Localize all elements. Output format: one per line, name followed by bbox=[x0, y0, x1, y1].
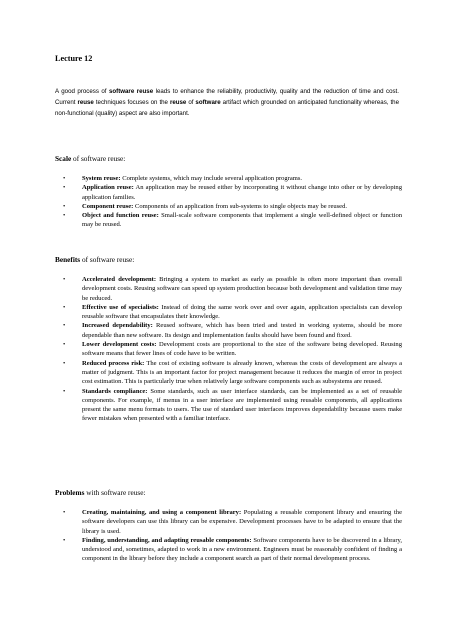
item-term: Application reuse: bbox=[82, 184, 134, 192]
intro-keyword: reuse bbox=[77, 99, 94, 107]
intro-text: A good process of bbox=[55, 88, 109, 95]
benefits-list bbox=[55, 275, 402, 424]
bullet-icon: • bbox=[63, 509, 66, 516]
item-text: An application may be reused either by incorporating it without change into other or by developing application families. bbox=[82, 184, 402, 201]
bullet-icon: • bbox=[63, 341, 66, 349]
list-item bbox=[55, 508, 402, 536]
item-text: Components of an application from sub-systems to single objects may be reused. bbox=[133, 202, 347, 210]
item-text: Instead of doing the same work over and over again, application specialists can develop reusable software that encapsulates their knowledge. bbox=[82, 303, 402, 321]
scale-list bbox=[55, 174, 402, 230]
bullet-icon: • bbox=[63, 536, 66, 544]
item-text: Reused software, which has been tried and tested in working systems, should be more dependable than new software. Its design and implementation faults should have been found and fixed. bbox=[82, 322, 402, 339]
item-term: Accelerated development: bbox=[82, 276, 157, 283]
item-term: Finding, understanding, and adapting reusable components: bbox=[82, 536, 252, 544]
item-text: Software components have to be discovered in a library, understood and, sometimes, adapted to work in a new environment. Engineers must be reasonably confident of finding a component in the library before they include a component search as part of their normal development process. bbox=[82, 536, 402, 563]
list-item bbox=[55, 275, 402, 303]
problems-heading-text: with software reuse: bbox=[84, 488, 146, 497]
list-item bbox=[55, 202, 402, 211]
intro-keyword: reuse bbox=[169, 99, 187, 107]
item-term: Reduced process risk: bbox=[82, 359, 145, 367]
list-item bbox=[55, 321, 402, 340]
bullet-icon: • bbox=[63, 175, 66, 182]
item-text: The cost of existing software is already known, whereas the costs of development are always a matter of judgment. This is an important factor for project management because it reduces the margin of error in project cost estimation. This is particularly true when relatively large software components such as subsystems are reused. bbox=[82, 359, 402, 386]
bullet-icon: • bbox=[63, 322, 66, 330]
intro-text: leads to enhance the reliability, productivity, quality and the reduction of time and cost. Current bbox=[55, 88, 399, 107]
problems-heading-bold: Problems bbox=[55, 488, 85, 497]
intro-keyword: software bbox=[195, 99, 221, 107]
item-text: Some standards, such as user interface standards, can be implemented as a set of reusable components. For example, if menus in a user interface are implemented using reusable components, all applications present the same menu formats to users. The use of standard user interfaces improves dependability because users make fewer mistakes when presented with a familiar interface. bbox=[82, 387, 402, 423]
bullet-icon: • bbox=[63, 202, 66, 210]
item-term: System reuse: bbox=[82, 175, 121, 182]
item-term: Object and function reuse: bbox=[82, 212, 159, 220]
list-item bbox=[55, 387, 402, 424]
list-item bbox=[55, 303, 402, 322]
item-term: Increased dependability: bbox=[82, 322, 153, 330]
scale-heading-text: of software reuse: bbox=[71, 154, 126, 163]
bullet-icon: • bbox=[63, 303, 66, 311]
bullet-icon: • bbox=[63, 276, 66, 283]
item-text: Development costs are proportional to the size of the software being developed. Reusing software means that fewer lines of code have to be written. bbox=[82, 341, 402, 358]
bullet-icon: • bbox=[63, 387, 66, 395]
intro-keyword: software reuse bbox=[108, 88, 154, 95]
problems-heading bbox=[55, 488, 145, 497]
item-text: Populating a reusable component library and ensuring the software developers can use this library can be expensive. Development processes have to be adapted to ensure that the library is used. bbox=[82, 509, 402, 535]
item-term: Creating, maintaining, and using a component library: bbox=[82, 509, 242, 516]
scale-heading bbox=[55, 154, 125, 163]
item-term: Effective use of specialists: bbox=[82, 303, 159, 311]
item-term: Standards compliance: bbox=[82, 387, 148, 395]
intro-text: of bbox=[186, 99, 196, 107]
problems-list bbox=[55, 508, 402, 564]
list-item bbox=[55, 211, 402, 230]
intro-paragraph bbox=[55, 86, 399, 120]
intro-text: artifact which grounded on anticipated functionality whereas, the non-functional (quality) aspect are also important. bbox=[55, 99, 399, 118]
intro-text: techniques focuses on the bbox=[93, 99, 170, 107]
list-item bbox=[55, 340, 402, 359]
benefits-heading-text: of software reuse: bbox=[80, 255, 135, 264]
list-item bbox=[55, 536, 402, 564]
item-term: Lower development costs: bbox=[82, 341, 157, 349]
bullet-icon: • bbox=[63, 184, 66, 192]
bullet-icon: • bbox=[63, 212, 66, 220]
item-text: Bringing a system to market as early as possible is often more important than overall development costs. Reusing software can speed up system production because both development and validation time may be reduced. bbox=[82, 276, 402, 302]
list-item bbox=[55, 174, 402, 183]
item-term: Component reuse: bbox=[82, 202, 134, 210]
lecture-title: Lecture 12 bbox=[55, 54, 93, 63]
benefits-heading-bold: Benefits bbox=[55, 255, 81, 264]
item-text: Small-scale software components that implement a single well-defined object or function may be reused. bbox=[82, 212, 403, 229]
list-item bbox=[55, 183, 402, 202]
item-text: Complete systems, which may include several application programs. bbox=[120, 175, 303, 182]
list-item bbox=[55, 359, 402, 387]
bullet-icon: • bbox=[63, 359, 66, 367]
benefits-heading bbox=[55, 255, 134, 264]
scale-heading-bold: Scale bbox=[55, 154, 72, 163]
